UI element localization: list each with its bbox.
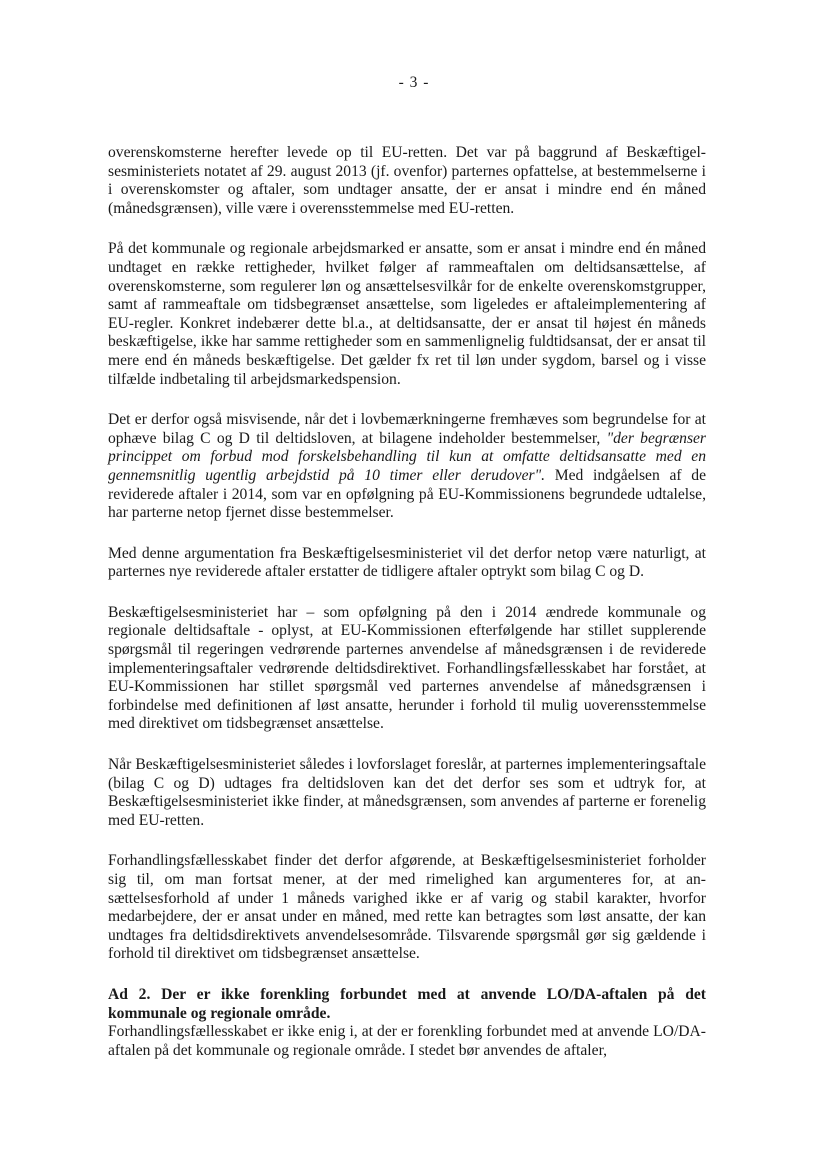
- paragraph-4: Med denne argumentation fra Beskæftigelsesministeriet vil det derfor netop være naturligt, at parternes nye reviderede aftaler erstatter de tidligere aftaler optrykt som bilag C og D.: [108, 544, 706, 581]
- paragraph-6: Når Beskæftigelsesministeriet således i lovforslaget foreslår, at parternes implementeringsaftale (bilag C og D) udtages fra deltidsloven kan det det derfor ses som et udtryk for, at Beskæftigelsesministeriet ikke finder, at månedsgrænsen, som anvendes af parterne er forenelig med EU-retten.: [108, 756, 706, 829]
- paragraph-3-end: Med indgåelsen af de reviderede aftaler i 2014, som var en opfølgning på EU-Kommissionens begrundede udtalelse, har parterne netop fjernet disse bestemmelser.: [108, 466, 706, 522]
- paragraph-3-quote: "der begrænser princippet om forbud mod forskelsbehandling til kun at omfatte deltidsansatte med en gennemsnitlig ugentlig arbejdstid på 10 timer eller derudover".: [108, 429, 707, 484]
- section-heading: Ad 2. Der er ikke forenkling forbundet med at anvende LO/DA-aftalen på det kommunale og regionale område.: [108, 985, 706, 1022]
- paragraph-2: På det kommunale og regionale arbejdsmarked er ansatte, som er ansat i mindre end én måned undtaget en række rettigheder, hvilket følger af rammeaftalen om deltidsansættelse, af overenskomsterne, som regulerer løn og ansættelsesvilkår for de enkelte overenskomstgrupper, samt af rammeaftale om tidsbegrænset ansættelse, som ligeledes er aftaleimplementering af EU-regler. Konkret indebærer dette bl.a., at deltidsansatte, der er ansat til højest én måneds beskæftigelse, ikke har samme rettigheder som en sammenlignelig fuldtidsansat, der er ansat til mere end én måneds beskæftigelse. Det gælder fx ret til løn under sygdom, barsel og i visse tilfælde indbetaling til arbejdsmarkedspension.: [108, 240, 706, 388]
- document-body: [108, 144, 706, 1060]
- paragraph-8: Forhandlingsfællesskabet er ikke enig i, at der er forenkling forbundet med at anvende LO/DA-aftalen på det kommunale og regionale område. I stedet bør anvendes de aftaler,: [108, 1023, 706, 1059]
- paragraph-5: Beskæftigelsesministeriet har – som opfølgning på den i 2014 ændrede kommunale og regionale deltidsaftale - oplyst, at EU-Kommissionen efterfølgende har stillet supplerende spørgsmål til regeringen vedrørende parternes anvendelse af månedsgrænsen i de reviderede implementeringsaftaler vedrørende deltidsdirektivet. Forhandlingsfællesskabet har forstået, at EU-Kommissionen har stillet spørgsmål ved parternes anvendelse af månedsgrænsen i forbindelse med definitionen af løst ansatte, herunder i forhold til mulig uoverensstemmelse med direktivet om tidsbegrænset ansættelse.: [108, 603, 706, 733]
- paragraph-7: Forhandlingsfællesskabet finder det derfor afgørende, at Beskæftigelsesministeriet forholder sig til, om man fortsat mener, at der med rimelighed kan argumenteres for, at ansættelsesforhold af under 1 måneds varighed ikke er af varig og stabil karakter, hvorfor medarbejdere, der er ansat under en måned, med rette kan betragtes som løst ansatte, der kan undtages fra deltidsdirektivets anvendelsesområde. Tilsvarende spørgsmål gør sig gældende i forhold til direktivet om tidsbegrænset ansættelse.: [108, 852, 706, 963]
- page-number: - 3 -: [398, 74, 430, 91]
- paragraph-3: [108, 411, 706, 523]
- paragraph-1: overenskomsterne herefter levede op til EU-retten. Det var på baggrund af Beskæftigelsesministeriets notatet af 29. august 2013 (jf. ovenfor) parternes opfattelse, at bestemmelserne i i overenskomster og aftaler, som undtager ansatte, der er ansat i mindre end én måned (månedsgrænsen), ville være i overensstemmelse med EU-retten.: [108, 144, 706, 217]
- paragraph-3-start: Det er derfor også misvisende, når det i lovbemærkningerne fremhæves som begrundelse for at ophæve bilag C og D til deltidsloven, at bilagene indeholder bestemmelser,: [108, 411, 706, 447]
